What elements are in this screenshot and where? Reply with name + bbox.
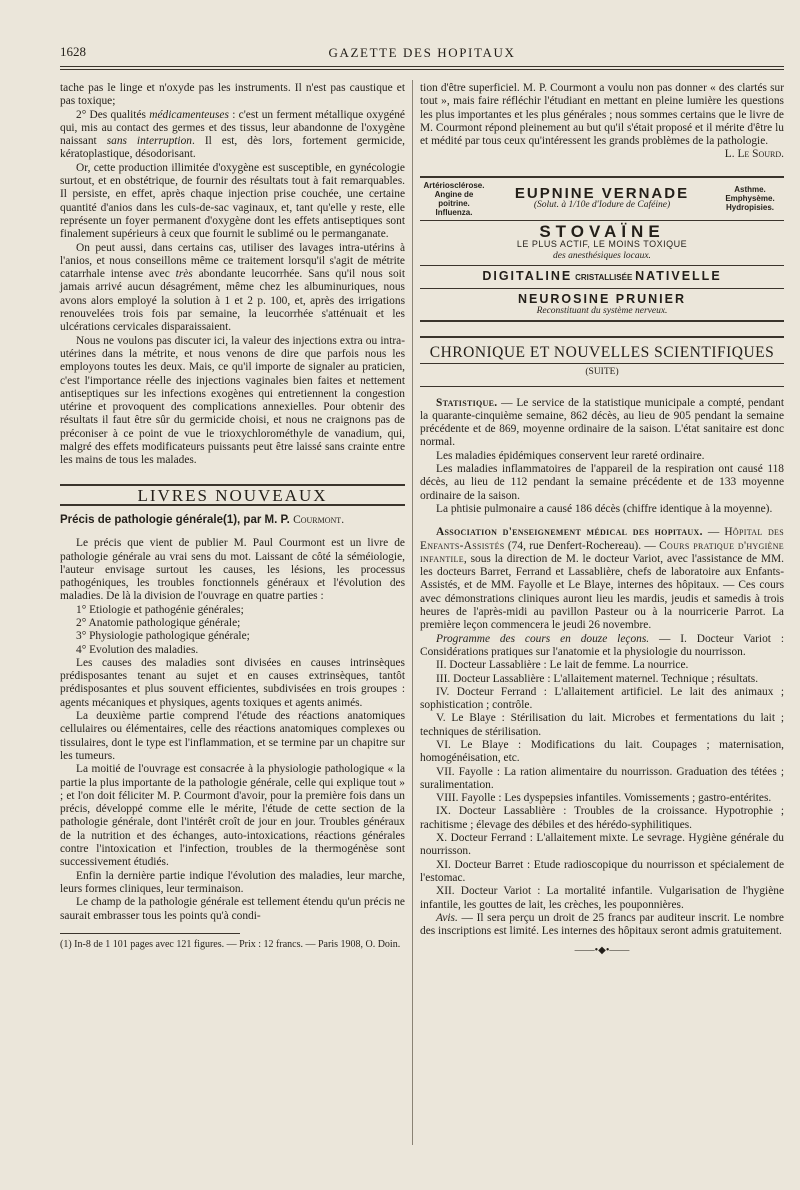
- paragraph: [420, 912, 784, 939]
- emphasis: Avis.: [436, 911, 458, 924]
- text-run: — Il sera perçu un droit de 25 francs par auditeur inscrit. Le nombre des inscriptions est limité. Les internes des hôpitaux seront admis gratuitement.: [420, 911, 784, 938]
- lesson-item: II. Docteur Lassablière : Le lait de femme. La nourrice.: [436, 659, 689, 672]
- lesson-item: VI. Le Blaye : Modifications du lait. Coupages ; maternisation, homogénéisation, etc.: [420, 738, 784, 765]
- text-run: abondante leucorrhée. Sans qu'il nous soit jamais arrivé aucun désagrément, même chez les albuminuriques, nous avons alors employé la solution à 1 et 2 p. 100, et, après des irrigations renouvelées trois fois par semaine, la leucorrhée s'atténuait et les ulcérations cervicales disparaissaient.: [60, 268, 405, 334]
- review-title: [60, 514, 405, 527]
- left-column: [60, 82, 405, 951]
- footnote-mark: (1): [222, 513, 238, 526]
- ad-indications-left: Artériosclérose. Angine de poitrine. Influenza.: [423, 180, 485, 217]
- ad-product-brand: NATIVELLE: [635, 269, 722, 284]
- paragraph: tache pas le linge et n'oxyde pas les instruments. Il n'est pas caustique et pas toxique;: [60, 82, 405, 108]
- paragraph: Les causes des maladies sont divisées en causes intrinsèques prédisposantes tenant au sujet et en causes extrinsèques, tantôt prédisposantes et plus souvent efficientes, subdivisées en trois groupes : agents mécaniques et physiques, agents toxiques et agents animés.: [60, 656, 405, 709]
- paragraph: Les maladies inflammatoires de l'appareil de la respiration ont causé 118 décès, au lieu de 112 pendant la semaine précédente et de 133 moyenne ordinaire de la saison.: [420, 463, 784, 502]
- paragraph: [420, 633, 784, 660]
- ad-product-name: STOVAÏNE: [539, 221, 665, 241]
- page-header: [60, 44, 784, 64]
- emphasis: médicamenteuses: [149, 108, 229, 121]
- book-author: Courmont.: [293, 513, 345, 526]
- ad-neurosine: [420, 289, 784, 322]
- review-signature: L. Le Sourd.: [724, 148, 784, 161]
- paragraph: Le précis que vient de publier M. Paul Courmont est un livre de pathologie générale au vrai sens du mot. Laissant de côté la séméiologie, l'auteur envisage surtout les causes, les lésions, les processus pathogéniques, les troubles fonctionnels généraux et l'évolution des maladies. De là la division de l'ouvrage en quatre parties :: [60, 537, 405, 603]
- section-heading-chronicle: CHRONIQUE ET NOUVELLES SCIENTIFIQUES: [420, 336, 784, 364]
- paragraph: Le champ de la pathologie générale est tellement étendu qu'un précis ne saurait embrasser tous les points qu'à condi-: [60, 896, 405, 922]
- paragraph: [60, 109, 405, 162]
- emphasis: sans interruption: [106, 135, 192, 148]
- ad-eupnine: [420, 176, 784, 221]
- text-run: : c'est un ferment métallique oxygéné qui, mis au contact des germes et des tissus, leur abandonne de l'oxygène naissant: [60, 108, 405, 148]
- ornament-divider: ——•◆•——: [574, 945, 630, 957]
- text-run: —: [702, 526, 725, 539]
- ad-product-desc: Reconstituant du système nerveux.: [536, 305, 668, 316]
- ad-digitaline: [420, 266, 784, 288]
- text-run: — Le service de la statistique municipale a compté, pendant la quarante-cinquième semaine, 862 décès, au lieu de 905 pendant la semaine précédente et de 869, moyenne ordinaire de la saison. L'état sanitaire est donc normal.: [420, 396, 784, 449]
- page-number: 1628: [60, 44, 86, 59]
- paragraph: [420, 397, 784, 450]
- section-suite-label: (SUITE): [420, 366, 784, 386]
- section-heading-books: LIVRES NOUVEAUX: [60, 484, 405, 506]
- list-item: 4° Evolution des maladies.: [76, 643, 199, 656]
- lesson-item: XII. Docteur Variot : La mortalité infantile. Vulgarisation de l'hygiène infantile, les gouttes de lait, les crèches, les pouponnières.: [420, 885, 784, 911]
- paragraph: La phtisie pulmonaire a causé 186 décès (chiffre identique à la moyenne).: [436, 502, 773, 515]
- list-item: 1° Etiologie et pathogénie générales;: [76, 603, 244, 616]
- footnote-rule: [60, 933, 240, 934]
- ad-stovaine: [420, 221, 784, 267]
- lesson-item: VII. Fayolle : La ration alimentaire du nourrisson. Graduation des tétées ; suralimentation.: [420, 765, 784, 791]
- lesson-item: IV. Docteur Ferrand : L'allaitement artificiel. Le lait des animaux ; sophistication ; contrôle.: [420, 685, 784, 712]
- ad-product-name: EUPNINE VERNADE: [514, 184, 690, 202]
- lesson-item: X. Docteur Ferrand : L'allaitement mixte. Le sevrage. Hygiène générale du nourrisson.: [420, 832, 784, 858]
- text-run: , sous la direction de M. le docteur Variot, avec l'assistance de MM. les docteurs Barret, Ferrand et Lassablière, chefs de laboratoire aux Enfants-Assistés, et de MM. Fayolle et Le Blaye, internes des hôpitaux. — Ces cours avec démonstrations cliniques auront lieu les mardis, jeudis et samedis à trois heures de l'après-midi au pavillon Pasteur ou à la nourricerie Parrot. La première leçon commencera le jeudi 26 novembre.: [420, 552, 784, 632]
- emphasis: Programme des cours en douze leçons.: [436, 632, 650, 645]
- paragraph: Nous ne voulons pas discuter ici, la valeur des injections extra ou intra-utérines dans la métrite, et nous venons de dire que parfois nous les employons toutes les deux. Mais, ce qu'il importe de signaler au praticien, c'est l'importance réelle des injections vaginales bien faites et nettement antiseptiques sur les infections exogènes qui entretiennent la congestion utérine et provoquent des complications annexielles. Pour obtenir des résultats il faut être sûr du germicide choisi, et nous ne craignons pas de préconiser à ce point de vue le trioxychlorométhyle de vanadium, qui, malgré des effets modificateurs puissants peut être laissé sans crainte entre les mains de tous les malades.: [60, 334, 405, 467]
- paragraph: Enfin la dernière partie indique l'évolution des maladies, leur marche, leurs formes cliniques, leur terminaison.: [60, 869, 405, 895]
- text-run: On peut aussi, dans certains cas, utiliser des lavages intra-utérins à l'anios, et nous conseillons même ce traitement lorsqu'il s'agit de métrite catarrhale intense avec: [60, 241, 405, 281]
- paragraph: [420, 526, 784, 632]
- list-item: 3° Physiologie pathologique générale;: [76, 630, 250, 643]
- section-label: Association d'enseignement médical des hopitaux.: [436, 526, 703, 539]
- column-divider: [412, 80, 413, 1145]
- ad-product-name: NEUROSINE PRUNIER: [517, 291, 687, 306]
- text-run: . Il est, dès lors, fortement germicide, kératoplastique, désodorisant.: [60, 135, 405, 161]
- ad-product-name: DIGITALINE: [482, 269, 573, 284]
- book-title: Précis de pathologie générale: [60, 513, 223, 526]
- text-run: 2° Des qualités: [76, 108, 150, 121]
- paragraph: Les maladies épidémiques conservent leur rareté ordinaire.: [436, 449, 705, 462]
- list-item: 2° Anatomie pathologique générale;: [76, 616, 241, 629]
- ad-center: [488, 184, 716, 211]
- ad-product-desc: des anesthésiques locaux.: [553, 251, 651, 262]
- section-label: Statistique.: [436, 396, 498, 409]
- text-run: — I. Docteur Variot : Considérations pratiques sur l'anatomie et la physiologie du nourrisson.: [420, 632, 784, 658]
- journal-title: GAZETTE DES HOPITAUX: [328, 45, 516, 60]
- ad-tagline: LE PLUS ACTIF, LE MOINS TOXIQUE: [516, 239, 688, 250]
- right-column: [420, 82, 784, 958]
- text-run: (74, rue Denfert-Rochereau). —: [504, 539, 660, 552]
- ad-product-desc: (Solut. à 1/10e d'Iodure de Caféine): [533, 199, 671, 210]
- paragraph: [60, 242, 405, 335]
- paragraph: tion d'être superficiel. M. P. Courmont a voulu non pas donner « des clartés sur tout », mais faire réfléchir l'étudiant en mettant en pleine lumière les questions les plus importantes et les plus générales ; nous sommes certains que le livre de M. Courmont répond pleinement au but qu'il s'était proposé et il mérite d'être lu et médité par tous ceux qu'intéressent les grands problèmes de la pathologie.: [420, 82, 784, 148]
- paragraph: La moitié de l'ouvrage est consacrée à la physiologie pathologique « la partie la plus importante de la pathologie générale, celle qui explique tout » ; et l'on doit féliciter M. P. Courmont d'avoir, pour la première fois dans un précis, développé comme elle le mérite, l'étude de cette section de la pathologie générale, dont l'intérêt croît de jour en jour. Troubles généraux de la nutrition et des échanges, auto-intoxications, réactions générales contre l'intoxication et l'infection, troubles de la thermogénèse sont successivement étudiés.: [60, 763, 405, 869]
- lesson-item: V. Le Blaye : Stérilisation du lait. Microbes et fermentations du lait ; techniques de stérilisation.: [420, 712, 784, 738]
- paragraph: La deuxième partie comprend l'étude des réactions anatomiques cellulaires ou élémentaires, celle des réactions anatomiques complexes ou tissulaires, dont le type est l'inflammation, et se termine par un chapitre sur les tumeurs.: [60, 710, 405, 762]
- lesson-item: XI. Docteur Barret : Etude radioscopique du nourrisson et spécialement de l'estomac.: [420, 858, 784, 884]
- paragraph: Or, cette production illimitée d'oxygène est susceptible, en gynécologie surtout, et en obstétrique, de fournir des résultats tout à fait remarquables. Il persiste, en effet, après chaque injection prise couchée, une certaine quantité d'anios dans les culs-de-sac vaginaux, et, tant qu'elle y reste, elle représente un foyer permanent d'oxygène dont les effets antiseptiques sont finalement supérieurs à ceux que fournit le sublimé ou le permanganate.: [60, 161, 405, 241]
- text-run: , par M. P.: [237, 513, 294, 526]
- hospital-name: Hôpital des Enfants-Assistés: [420, 526, 784, 552]
- ad-product-qualifier: CRISTALLISÉE: [575, 273, 633, 283]
- lesson-item: VIII. Fayolle : Les dyspepsies infantiles. Vomissements ; gastro-entérites.: [436, 792, 772, 805]
- course-name: Cours pratique d'hygiène infantile: [420, 539, 784, 565]
- lesson-item: IX. Docteur Lassablière : Troubles de la croissance. Hypotrophie ; rachitisme ; élevage des débiles et des hérédo-syphilitiques.: [420, 805, 784, 831]
- emphasis: très: [175, 268, 193, 281]
- lesson-item: III. Docteur Lassablière : L'allaitement maternel. Technique ; résultats.: [436, 672, 759, 685]
- header-rule: [60, 66, 784, 67]
- advertisement-block: [420, 176, 784, 322]
- footnote: (1) In-8 de 1 101 pages avec 121 figures. — Prix : 12 francs. — Paris 1908, O. Doin.: [60, 938, 401, 950]
- ad-indications-right: Asthme. Emphysème. Hydropisies.: [725, 185, 775, 213]
- header-rule-double: [60, 69, 784, 70]
